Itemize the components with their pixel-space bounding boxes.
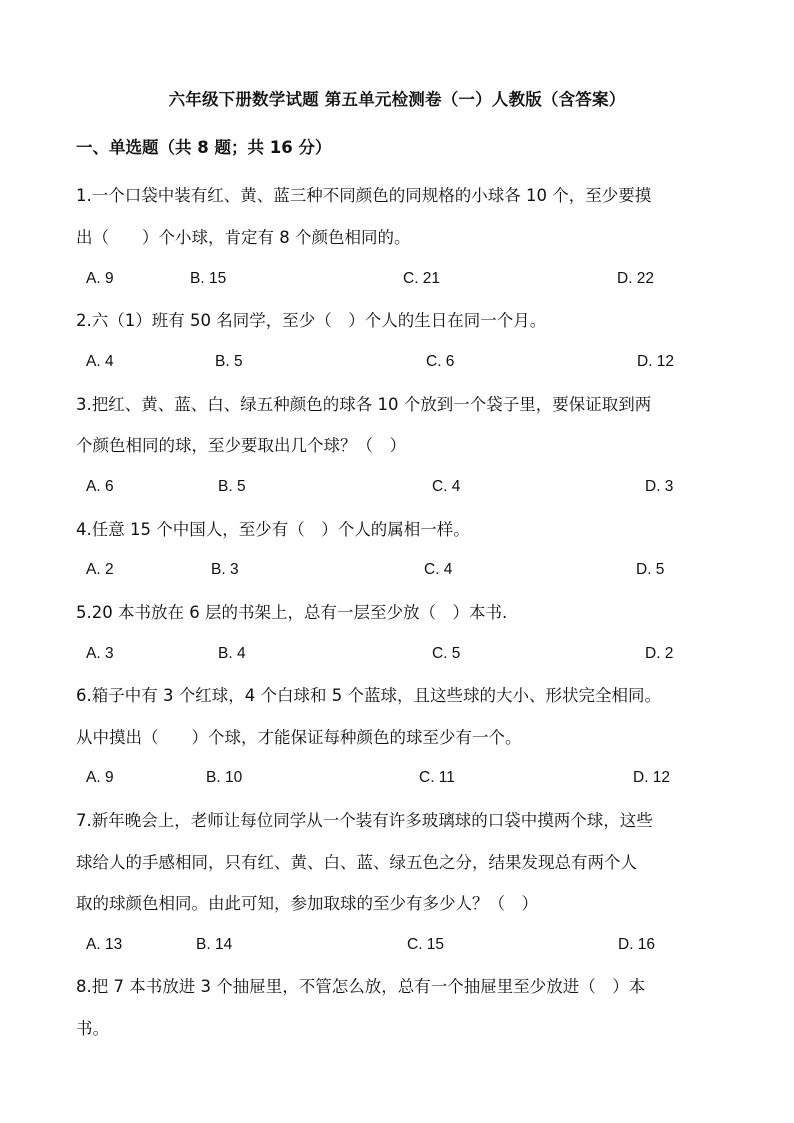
question-3-line-2: 个颜色相同的球，至少要取出几个球？（ ）	[76, 436, 406, 455]
question-4-line-1: 4.任意 15 个中国人，至少有（ ）个人的属相一样。	[76, 520, 470, 539]
question-2-option-a[interactable]: A. 4	[86, 353, 114, 370]
question-5-option-a[interactable]: A. 3	[86, 645, 114, 662]
question-1-option-d[interactable]: D. 22	[617, 270, 655, 287]
question-8-line-1: 8.把 7 本书放进 3 个抽屉里，不管怎么放，总有一个抽屉里至少放进（ ）本	[76, 977, 646, 996]
question-7-line-2: 球给人的手感相同，只有红、黄、白、蓝、绿五色之分，结果发现总有两个人	[76, 853, 637, 872]
question-8-line-2: 书。	[76, 1019, 109, 1038]
question-3-option-a[interactable]: A. 6	[86, 478, 114, 495]
section-heading: 一、单选题（共 8 题；共 16 分）	[76, 138, 332, 157]
question-7-option-d[interactable]: D. 16	[618, 936, 656, 953]
question-4-option-b[interactable]: B. 3	[211, 561, 239, 578]
question-3-option-b[interactable]: B. 5	[218, 478, 246, 495]
question-6-line-2: 从中摸出（ ）个球，才能保证每种颜色的球至少有一个。	[76, 728, 522, 747]
question-6-line-1: 6.箱子中有 3 个红球，4 个白球和 5 个蓝球，且这些球的大小、形状完全相同。	[76, 686, 661, 705]
question-1-option-b[interactable]: B. 15	[190, 270, 227, 287]
question-3-option-d[interactable]: D. 3	[645, 478, 674, 495]
question-7-option-b[interactable]: B. 14	[196, 936, 233, 953]
question-7-line-3: 取的球颜色相同。由此可知，参加取球的至少有多少人？（ ）	[76, 894, 538, 913]
question-2-option-b[interactable]: B. 5	[215, 353, 243, 370]
question-7-line-1: 7.新年晚会上，老师让每位同学从一个装有许多玻璃球的口袋中摸两个球，这些	[76, 811, 653, 830]
question-5-line-1: 5.20 本书放在 6 层的书架上，总有一层至少放（ ）本书.	[76, 603, 508, 622]
question-7-option-a[interactable]: A. 13	[86, 936, 123, 953]
question-5-option-b[interactable]: B. 4	[218, 645, 246, 662]
question-2-option-d[interactable]: D. 12	[637, 353, 675, 370]
question-4-option-a[interactable]: A. 2	[86, 561, 114, 578]
question-3-option-c[interactable]: C. 4	[432, 478, 461, 495]
question-1-line-2: 出（ ）个小球，肯定有 8 个颜色相同的。	[76, 228, 411, 247]
question-6-option-a[interactable]: A. 9	[86, 769, 114, 786]
question-7-option-c[interactable]: C. 15	[407, 936, 445, 953]
document-title: 六年级下册数学试题 第五单元检测卷（一）人教版（含答案）	[168, 90, 626, 109]
question-2-line-1: 2.六（1）班有 50 名同学，至少（ ）个人的生日在同一个月。	[76, 311, 547, 330]
question-5-option-c[interactable]: C. 5	[432, 645, 461, 662]
question-5-option-d[interactable]: D. 2	[645, 645, 674, 662]
question-1-option-c[interactable]: C. 21	[403, 270, 441, 287]
question-6-option-b[interactable]: B. 10	[206, 769, 243, 786]
question-2-option-c[interactable]: C. 6	[426, 353, 455, 370]
question-6-option-c[interactable]: C. 11	[419, 769, 455, 786]
question-4-option-c[interactable]: C. 4	[424, 561, 453, 578]
question-3-line-1: 3.把红、黄、蓝、白、绿五种颜色的球各 10 个放到一个袋子里，要保证取到两	[76, 395, 652, 414]
question-4-option-d[interactable]: D. 5	[636, 561, 665, 578]
question-6-option-d[interactable]: D. 12	[633, 769, 671, 786]
question-1-option-a[interactable]: A. 9	[86, 270, 114, 287]
question-1-line-1: 1.一个口袋中装有红、黄、蓝三种不同颜色的同规格的小球各 10 个，至少要摸	[76, 186, 652, 205]
